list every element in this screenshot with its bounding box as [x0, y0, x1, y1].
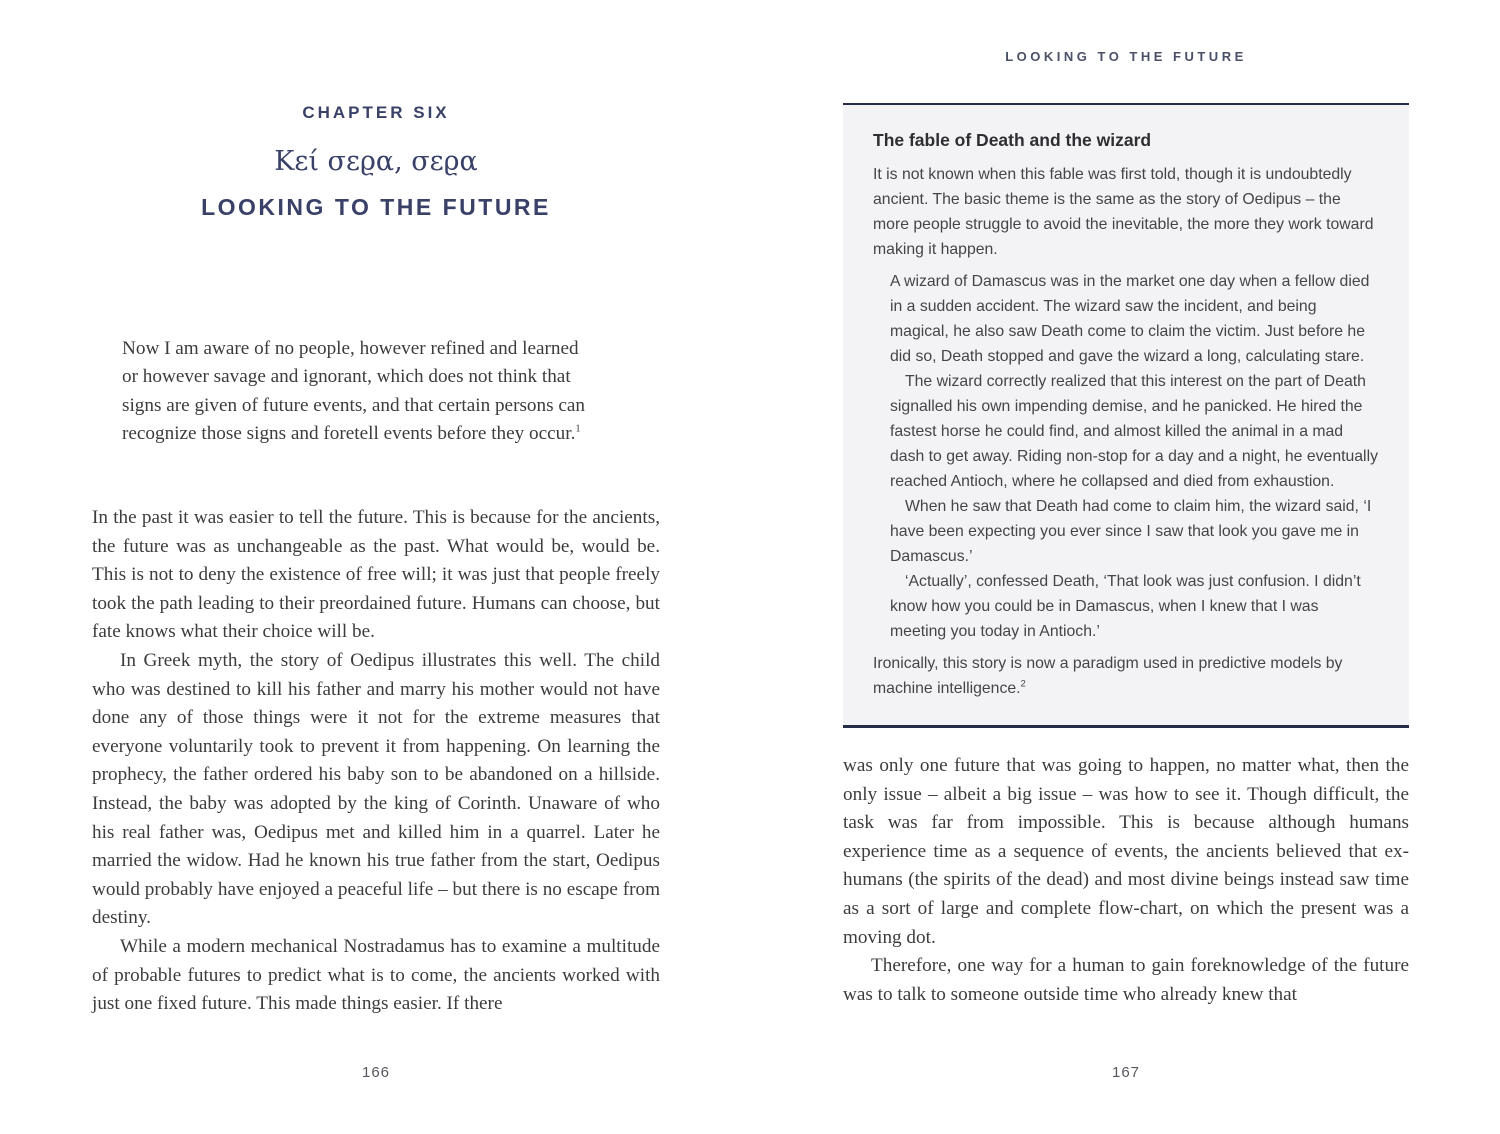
sidebar-title: The fable of Death and the wizard: [873, 130, 1152, 150]
left-page-body: [92, 504, 660, 1019]
right-page: [843, 0, 1409, 1134]
page-number-right: 167: [1111, 1064, 1141, 1081]
page-number-left: 166: [361, 1064, 391, 1081]
chapter-label: CHAPTER SIX: [302, 103, 450, 122]
fable-paragraph: A wizard of Damascus was in the market one day when a fellow died in a sudden accident. The wizard saw the incident, and being magical, he also saw Death come to claim the victim. Just before he did so, Death stopped and gave the wizard a long, calculating stare.: [890, 273, 1370, 365]
sidebar-intro: It is not known when this fable was first told, though it is undoubtedly ancient. The basic theme is the same as the story of Oedipus – the more people struggle to avoid the inevitable, the more they work toward making it happen.: [873, 166, 1374, 258]
body-paragraph: was only one future that was going to happen, no matter what, then the only issue – albeit a big issue – was how to see it. Though difficult, the task was far from impossible. This is because although humans experience time as a sequence of events, the ancients believed that ex-humans (the spirits of the dead) and most divine beings instead saw time as a sort of large and complete flow-chart, on which the present was a moving dot.: [843, 755, 1409, 948]
chapter-greek-epigraph: Κεί σεϱα, σεϱα: [274, 146, 478, 177]
fable-paragraph: ‘Actually’, confessed Death, ‘That look was just confusion. I didn’t know how you could be in Damascus, when I knew that I was meeting you today in Antioch.’: [890, 573, 1361, 640]
sidebar-outro-text: Ironically, this story is now a paradigm used in predictive models by machine intelligence.: [873, 655, 1343, 697]
body-paragraph: While a modern mechanical Nostradamus has to examine a multitude of probable futures to predict what is to come, the ancients worked with just one fixed future. This made things easier. If there: [92, 935, 660, 1015]
left-page: [92, 0, 660, 1134]
body-paragraph: Therefore, one way for a human to gain foreknowledge of the future was to talk to someone outside time who already knew that: [843, 955, 1409, 1005]
chapter-head: [92, 103, 660, 221]
block-quote: [122, 335, 594, 449]
body-paragraph: In the past it was easier to tell the future. This is because for the ancients, the future was as unchangeable as the past. What would be, would be. This is not to deny the existence of free will; it was just that people freely took the path leading to their preordained future. Humans can choose, but fate knows what their choice will be.: [92, 507, 660, 643]
right-page-body: [843, 752, 1409, 1009]
sidebar-outro: [873, 651, 1379, 701]
chapter-title: LOOKING TO THE FUTURE: [201, 194, 551, 220]
fable-text-block: [890, 269, 1379, 644]
running-header: LOOKING TO THE FUTURE: [1005, 49, 1247, 64]
fable-paragraph: When he saw that Death had come to claim him, the wizard said, ‘I have been expecting you ever since I saw that look you gave me in Damascus.’: [890, 498, 1372, 565]
footnote-marker-2: 2: [1020, 678, 1026, 690]
fable-paragraph: The wizard correctly realized that this interest on the part of Death signalled his own impending demise, and he panicked. He hired the fastest horse he could find, and almost killed the animal in a mad dash to get away. Riding non-stop for a day and a night, he eventually reached Antioch, where he collapsed and died from exhaustion.: [890, 373, 1378, 490]
fable-sidebar-box: [843, 103, 1409, 728]
footnote-marker-1: 1: [575, 423, 581, 435]
body-paragraph: In Greek myth, the story of Oedipus illustrates this well. The child who was destined to kill his father and marry his mother would not have done any of those things were it not for the extreme measures that everyone voluntarily took to prevent it from happening. On learning the prophecy, the father ordered his baby son to be abandoned on a hillside. Instead, the baby was adopted by the king of Corinth. Unaware of who his real father was, Oedipus met and killed him in a quarrel. Later he married the widow. Had he known his true father from the start, Oedipus would probably have enjoyed a peaceful life – but there is no escape from destiny.: [92, 649, 660, 929]
block-quote-text: Now I am aware of no people, however refined and learned or however savage and ignorant, which does not think that signs are given of future events, and that certain persons can recognize those signs and foretell events before they occur.: [122, 338, 586, 445]
